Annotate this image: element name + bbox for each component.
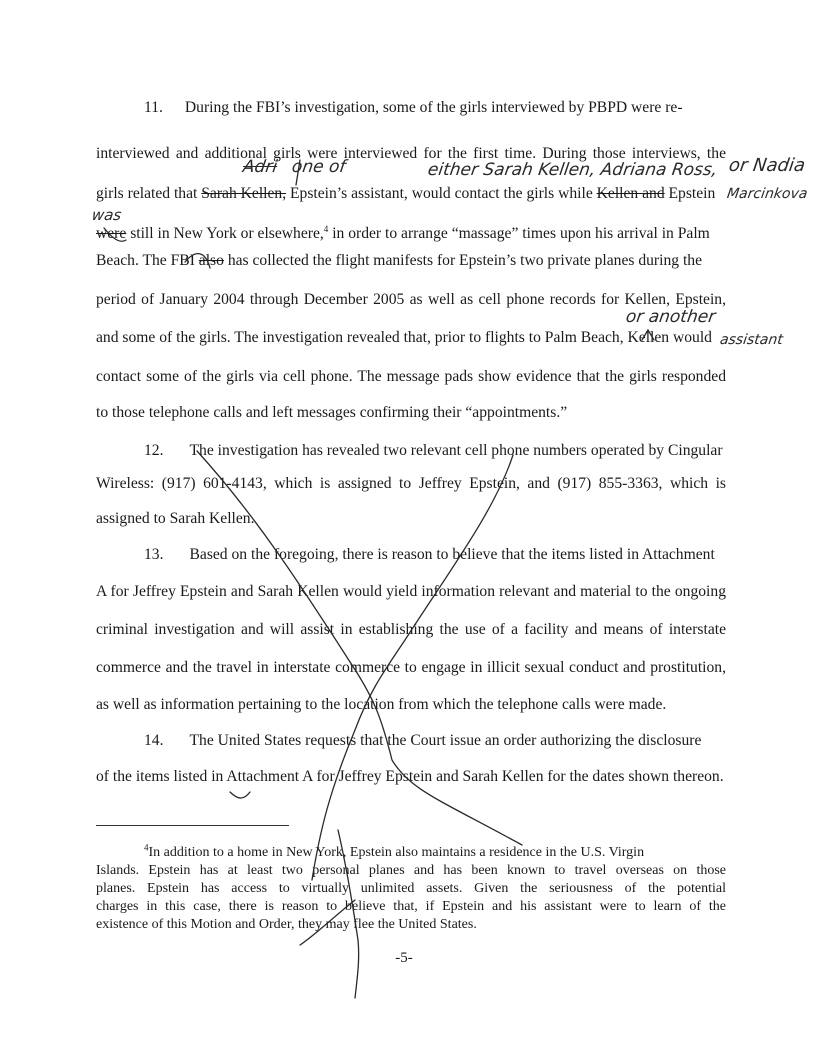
struck-sarah-kellen: Sarah Kellen, xyxy=(201,185,287,202)
footnote-line-5: existence of this Motion and Order, they may flee the United States. xyxy=(96,917,477,932)
text-span: still in New York or elsewhere, xyxy=(126,225,324,242)
footnote-line-3: planes. Epstein has access to virtually unlimited assets. Given the seriousness of the potential xyxy=(96,881,726,896)
struck-also: also xyxy=(198,252,224,269)
footnote-line-4: charges in this case, there is reason to believe that, if Epstein and his assistant were to learn of the xyxy=(96,899,726,914)
para-13-line-4: commerce and the travel in interstate commerce to engage in illicit sexual conduct and prostitution, xyxy=(96,659,726,676)
text-span: Beach. The FBI xyxy=(96,252,199,269)
cross-out-stroke-5 xyxy=(230,792,250,798)
cross-out-stroke-4 xyxy=(300,900,355,945)
handwriting-marcinkova: Marcinkova xyxy=(725,186,809,202)
para-12-text: The investigation has revealed two relevant cell phone numbers operated by Cingular xyxy=(189,442,723,459)
handwriting-assistant: assistant xyxy=(718,332,784,348)
para-13-text: Based on the foregoing, there is reason to believe that the items listed in Attachment xyxy=(189,546,715,563)
para-11-line-6: period of January 2004 through December 2005 as well as cell phone records for Kellen, Epstein, xyxy=(96,291,726,308)
para-13-line-3: criminal investigation and will assist in establishing the use of a facility and means of interstate xyxy=(96,621,726,638)
para-11-line-2: interviewed and additional girls were interviewed for the first time. During those interviews, the xyxy=(96,145,726,162)
text-span: Epstein xyxy=(664,185,716,202)
para-11-number: 11. xyxy=(144,99,163,116)
footnote-marker: 4 xyxy=(144,842,149,853)
para-14-number: 14. xyxy=(144,732,164,749)
text-span: In addition to a home in New York, Epstein also maintains a residence in the U.S. Virgin xyxy=(148,845,645,860)
handwriting-or-another: or another xyxy=(624,307,717,327)
cross-out-stroke-3 xyxy=(338,830,359,998)
handwriting-or-nadia: or Nadia xyxy=(727,155,807,176)
para-13-line-5: as well as information pertaining to the location from which the telephone calls were made. xyxy=(96,696,667,713)
para-11-line-9: to those telephone calls and left messages confirming their “appointments.” xyxy=(96,404,568,421)
caret-was xyxy=(104,228,126,241)
para-12-line-3: assigned to Sarah Kellen. xyxy=(96,510,255,527)
cross-out-stroke-1 xyxy=(197,451,522,845)
handwriting-either: either Sarah Kellen, Adriana Ross, xyxy=(426,160,719,180)
para-12-number: 12. xyxy=(144,442,164,459)
text-span: in order to arrange “massage” times upon his arrival in Palm xyxy=(328,225,710,242)
handwriting-was: was xyxy=(90,206,123,224)
text-span: has collected the flight manifests for Epstein’s two private planes during the xyxy=(223,252,703,269)
para-11-line-7: and some of the girls. The investigation revealed that, prior to flights to Palm Beach, Kellen would xyxy=(96,329,712,346)
para-13-number: 13. xyxy=(144,546,164,563)
footnote-line-2: Islands. Epstein has at least two personal planes and has been known to travel overseas on those xyxy=(96,863,726,878)
handwriting-adri: Adri xyxy=(241,157,279,177)
caret-kellen xyxy=(642,330,654,340)
para-14-line-2: of the items listed in Attachment A for Jeffrey Epstein and Sarah Kellen for the dates shown thereon. xyxy=(96,768,724,785)
para-12-line-2: Wireless: (917) 601-4143, which is assigned to Jeffrey Epstein, and (917) 855-3363, which is xyxy=(96,475,726,492)
handwriting-one-of: one of xyxy=(290,157,347,177)
text-span: Epstein’s assistant, would contact the girls while xyxy=(286,185,597,202)
struck-kellen-and: Kellen and xyxy=(596,185,665,202)
footnote-ref: 4 xyxy=(323,223,329,234)
caret-fbi xyxy=(185,254,210,268)
page-number: -5- xyxy=(395,950,413,966)
para-11-text: During the FBI’s investigation, some of the girls interviewed by PBPD were re- xyxy=(184,99,683,116)
struck-were: were xyxy=(96,225,127,242)
para-13-line-2: A for Jeffrey Epstein and Sarah Kellen would yield information relevant and material to the ongoing xyxy=(96,583,726,600)
para-11-line-8: contact some of the girls via cell phone. The message pads show evidence that the girls responded xyxy=(96,368,726,385)
caret-epstein xyxy=(296,160,300,185)
text-span: girls related that xyxy=(96,185,202,202)
para-14-text: The United States requests that the Court issue an order authorizing the disclosure xyxy=(189,732,702,749)
cross-out-stroke-2 xyxy=(312,455,513,880)
